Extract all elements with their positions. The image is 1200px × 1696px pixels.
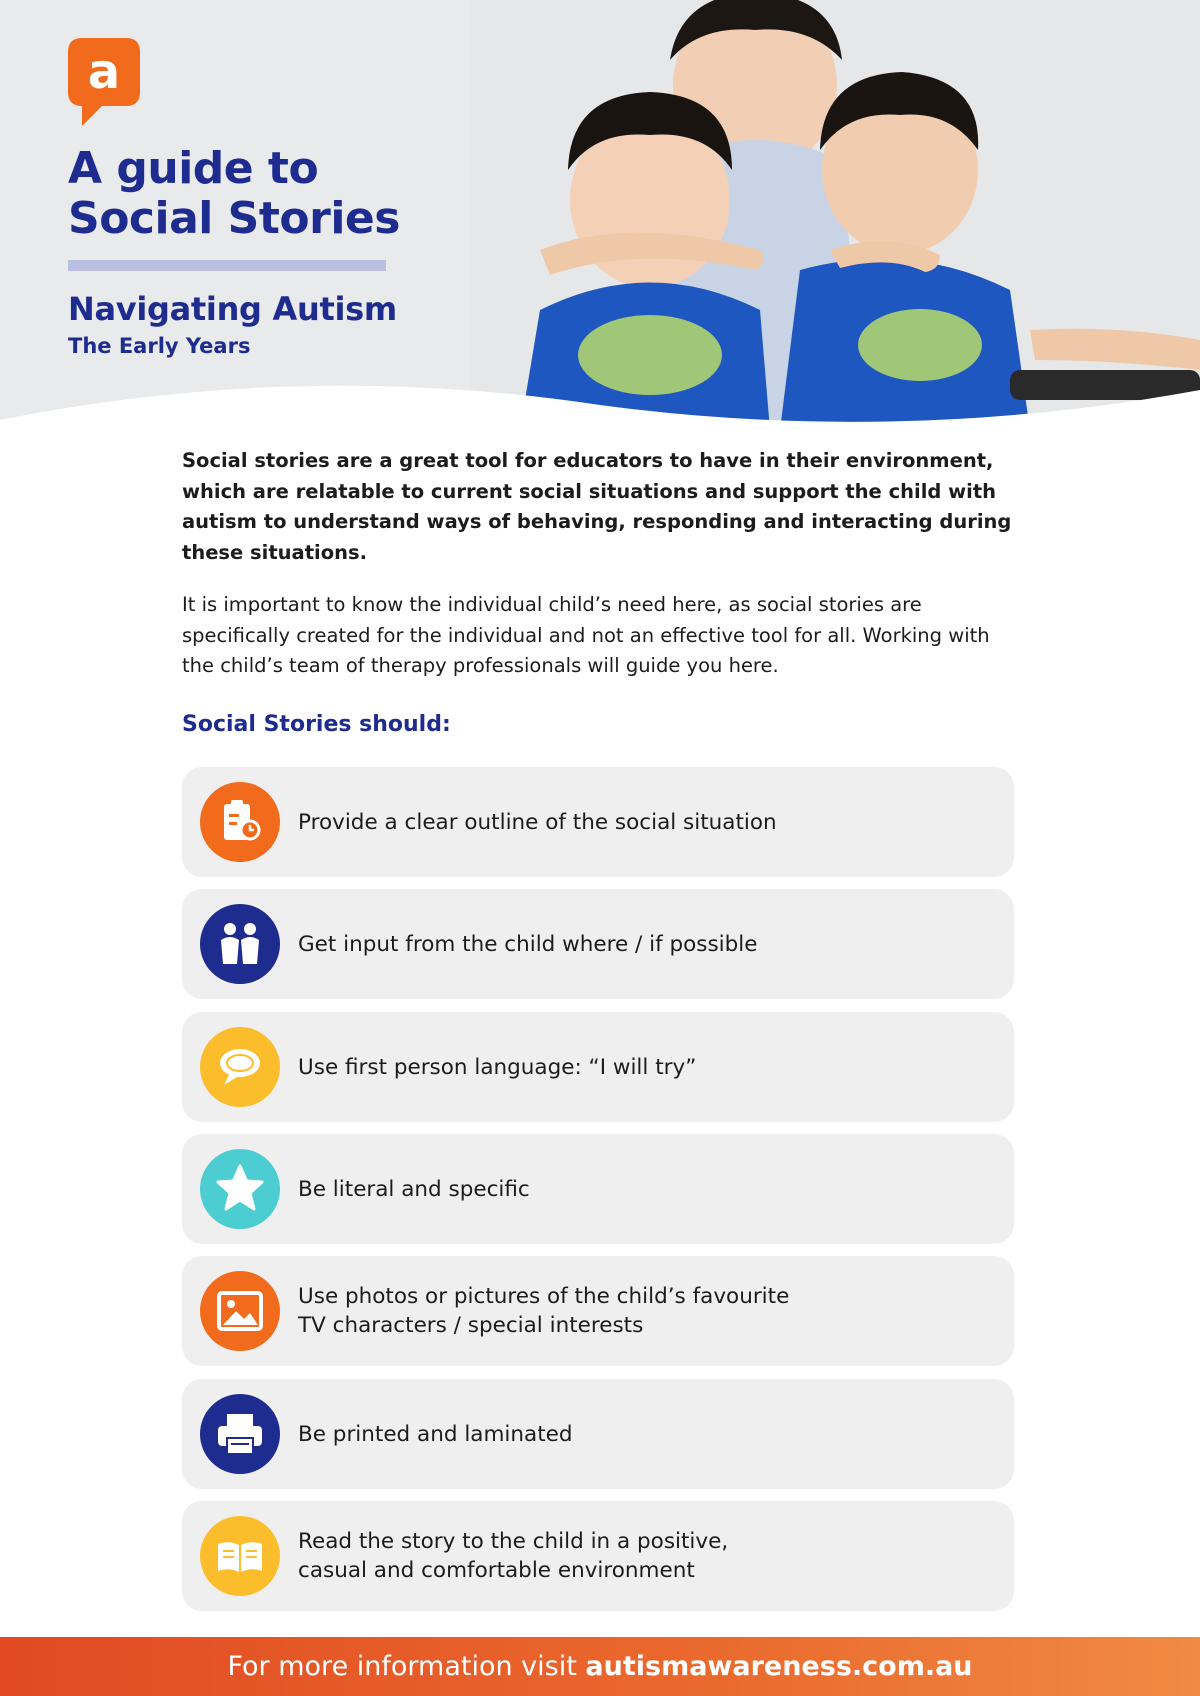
book-icon — [200, 1516, 280, 1596]
speech-bubble-icon — [200, 1027, 280, 1107]
intro-paragraph: Social stories are a great tool for educators to have in their environment, which are relatable to current social situations and support the child with autism to understand ways of behaving, responding and interacting during these situations. — [182, 449, 1012, 564]
list-item-printed — [182, 1379, 1014, 1489]
list-item-outline — [182, 767, 1014, 877]
footer-text — [0, 1637, 1200, 1696]
header-wave — [0, 370, 1200, 430]
item-text: Provide a clear outline of the social situation — [298, 809, 777, 835]
page-title — [68, 144, 468, 244]
brand-logo — [68, 38, 140, 128]
clipboard-icon — [200, 782, 280, 862]
footer-prefix: For more information visit — [227, 1651, 586, 1682]
children-photo — [470, 0, 1200, 430]
item-text: Read the story to the child in a positive, casual and comfortable environment — [298, 1529, 729, 1583]
list-item-photos — [182, 1256, 1014, 1366]
subtitle: Navigating Autism — [68, 290, 397, 328]
item-text: Be literal and specific — [298, 1176, 530, 1202]
list-item-literal — [182, 1134, 1014, 1244]
list-item-language — [182, 1012, 1014, 1122]
picture-icon — [200, 1271, 280, 1351]
children-icon — [200, 904, 280, 984]
printer-icon — [200, 1394, 280, 1474]
footer-bar — [0, 1637, 1200, 1696]
list-item-input — [182, 889, 1014, 999]
second-paragraph: It is important to know the individual child’s need here, as social stories are specifically created for the individual and not an effective tool for all. Working with the child’s team of therapy professionals will guide you here. — [182, 593, 990, 677]
item-text: Use first person language: “I will try” — [298, 1054, 697, 1080]
title-divider — [68, 260, 386, 271]
section-heading: Social Stories should: — [182, 712, 451, 737]
star-icon — [200, 1149, 280, 1229]
logo-letter: a — [87, 44, 121, 100]
list-item-read — [182, 1501, 1014, 1611]
title-line-1: A guide to — [68, 143, 319, 194]
footer-link[interactable]: autismawareness.com.au — [585, 1651, 973, 1682]
item-text: Use photos or pictures of the child’s favourite TV characters / special interests — [298, 1284, 790, 1338]
header-banner — [0, 0, 1200, 430]
subtitle-secondary: The Early Years — [68, 334, 251, 358]
item-text: Get input from the child where / if possible — [298, 931, 758, 957]
title-line-2: Social Stories — [68, 193, 400, 244]
item-text: Be printed and laminated — [298, 1421, 573, 1447]
